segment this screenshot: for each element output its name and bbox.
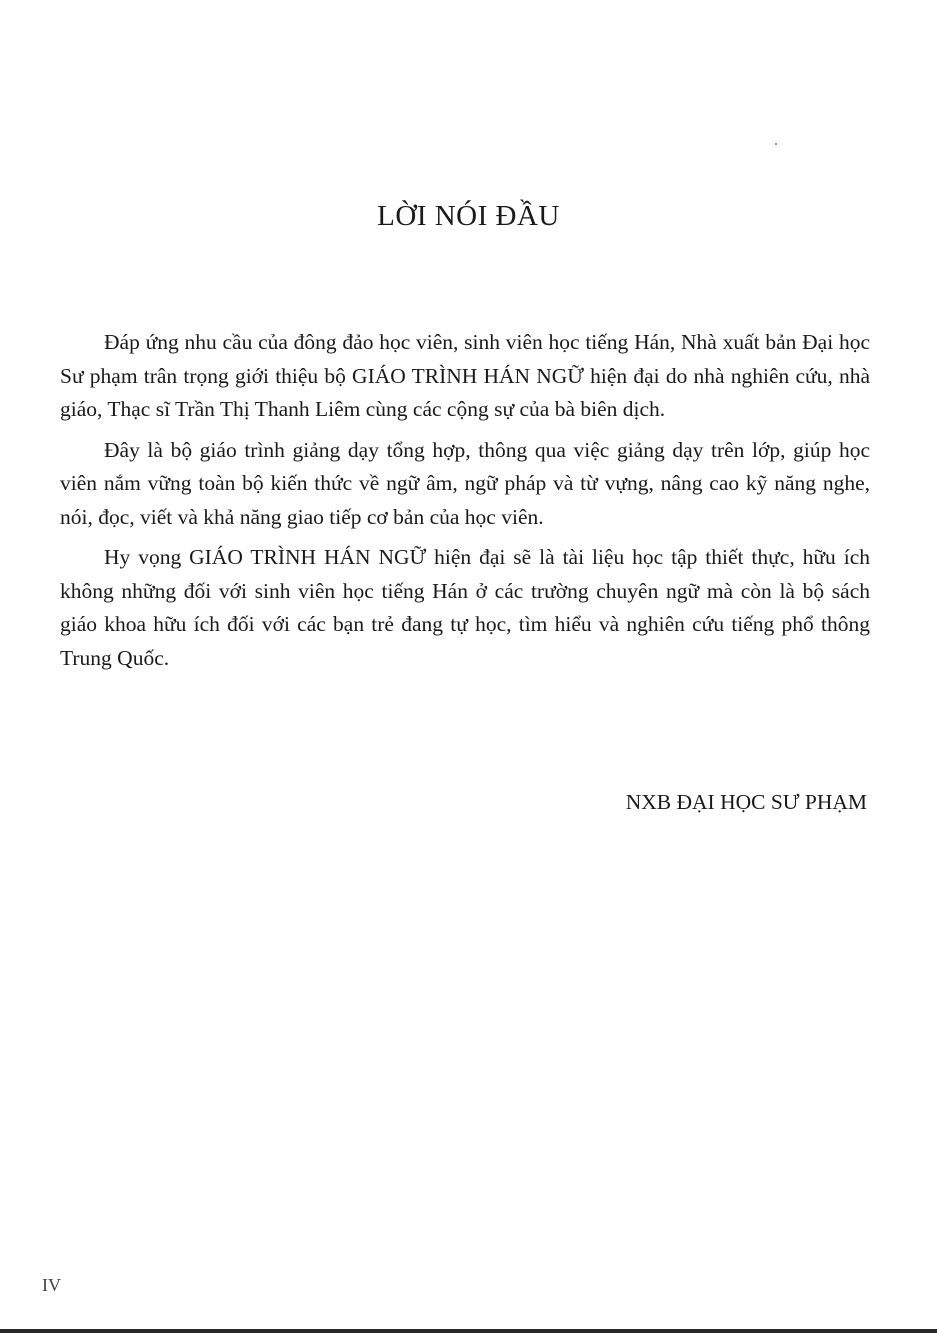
paragraph-2: Đây là bộ giáo trình giảng dạy tổng hợp, thông qua việc giảng dạy trên lớp, giúp học viên nắm vững toàn bộ kiến thức về ngữ âm, ngữ pháp và từ vựng, nâng cao kỹ năng nghe, nói, đọc, viết và khả năng giao tiếp cơ bản của học viên. [60, 437, 870, 529]
page-number: IV [42, 1275, 61, 1295]
paragraph-3: Hy vọng GIÁO TRÌNH HÁN NGỮ hiện đại sẽ là tài liệu học tập thiết thực, hữu ích không những đối với sinh viên học tiếng Hán ở các trường chuyên ngữ mà còn là bộ sách giáo khoa hữu ích đối với các bạn trẻ đang tự học, tìm hiểu và nghiên cứu tiếng phổ thông Trung Quốc. [60, 545, 870, 670]
scan-speck [775, 143, 777, 145]
signature: NXB ĐẠI HỌC SƯ PHẠM [625, 790, 867, 814]
page-title: LỜI NÓI ĐẦU [377, 200, 560, 232]
scan-bottom-edge [0, 1329, 937, 1333]
paragraph-1: Đáp ứng nhu cầu của đông đảo học viên, sinh viên học tiếng Hán, Nhà xuất bản Đại học Sư phạm trân trọng giới thiệu bộ GIÁO TRÌNH HÁN NGỮ hiện đại do nhà nghiên cứu, nhà giáo, Thạc sĩ Trần Thị Thanh Liêm cùng các cộng sự của bà biên dịch. [60, 330, 870, 421]
body-text [60, 326, 870, 682]
